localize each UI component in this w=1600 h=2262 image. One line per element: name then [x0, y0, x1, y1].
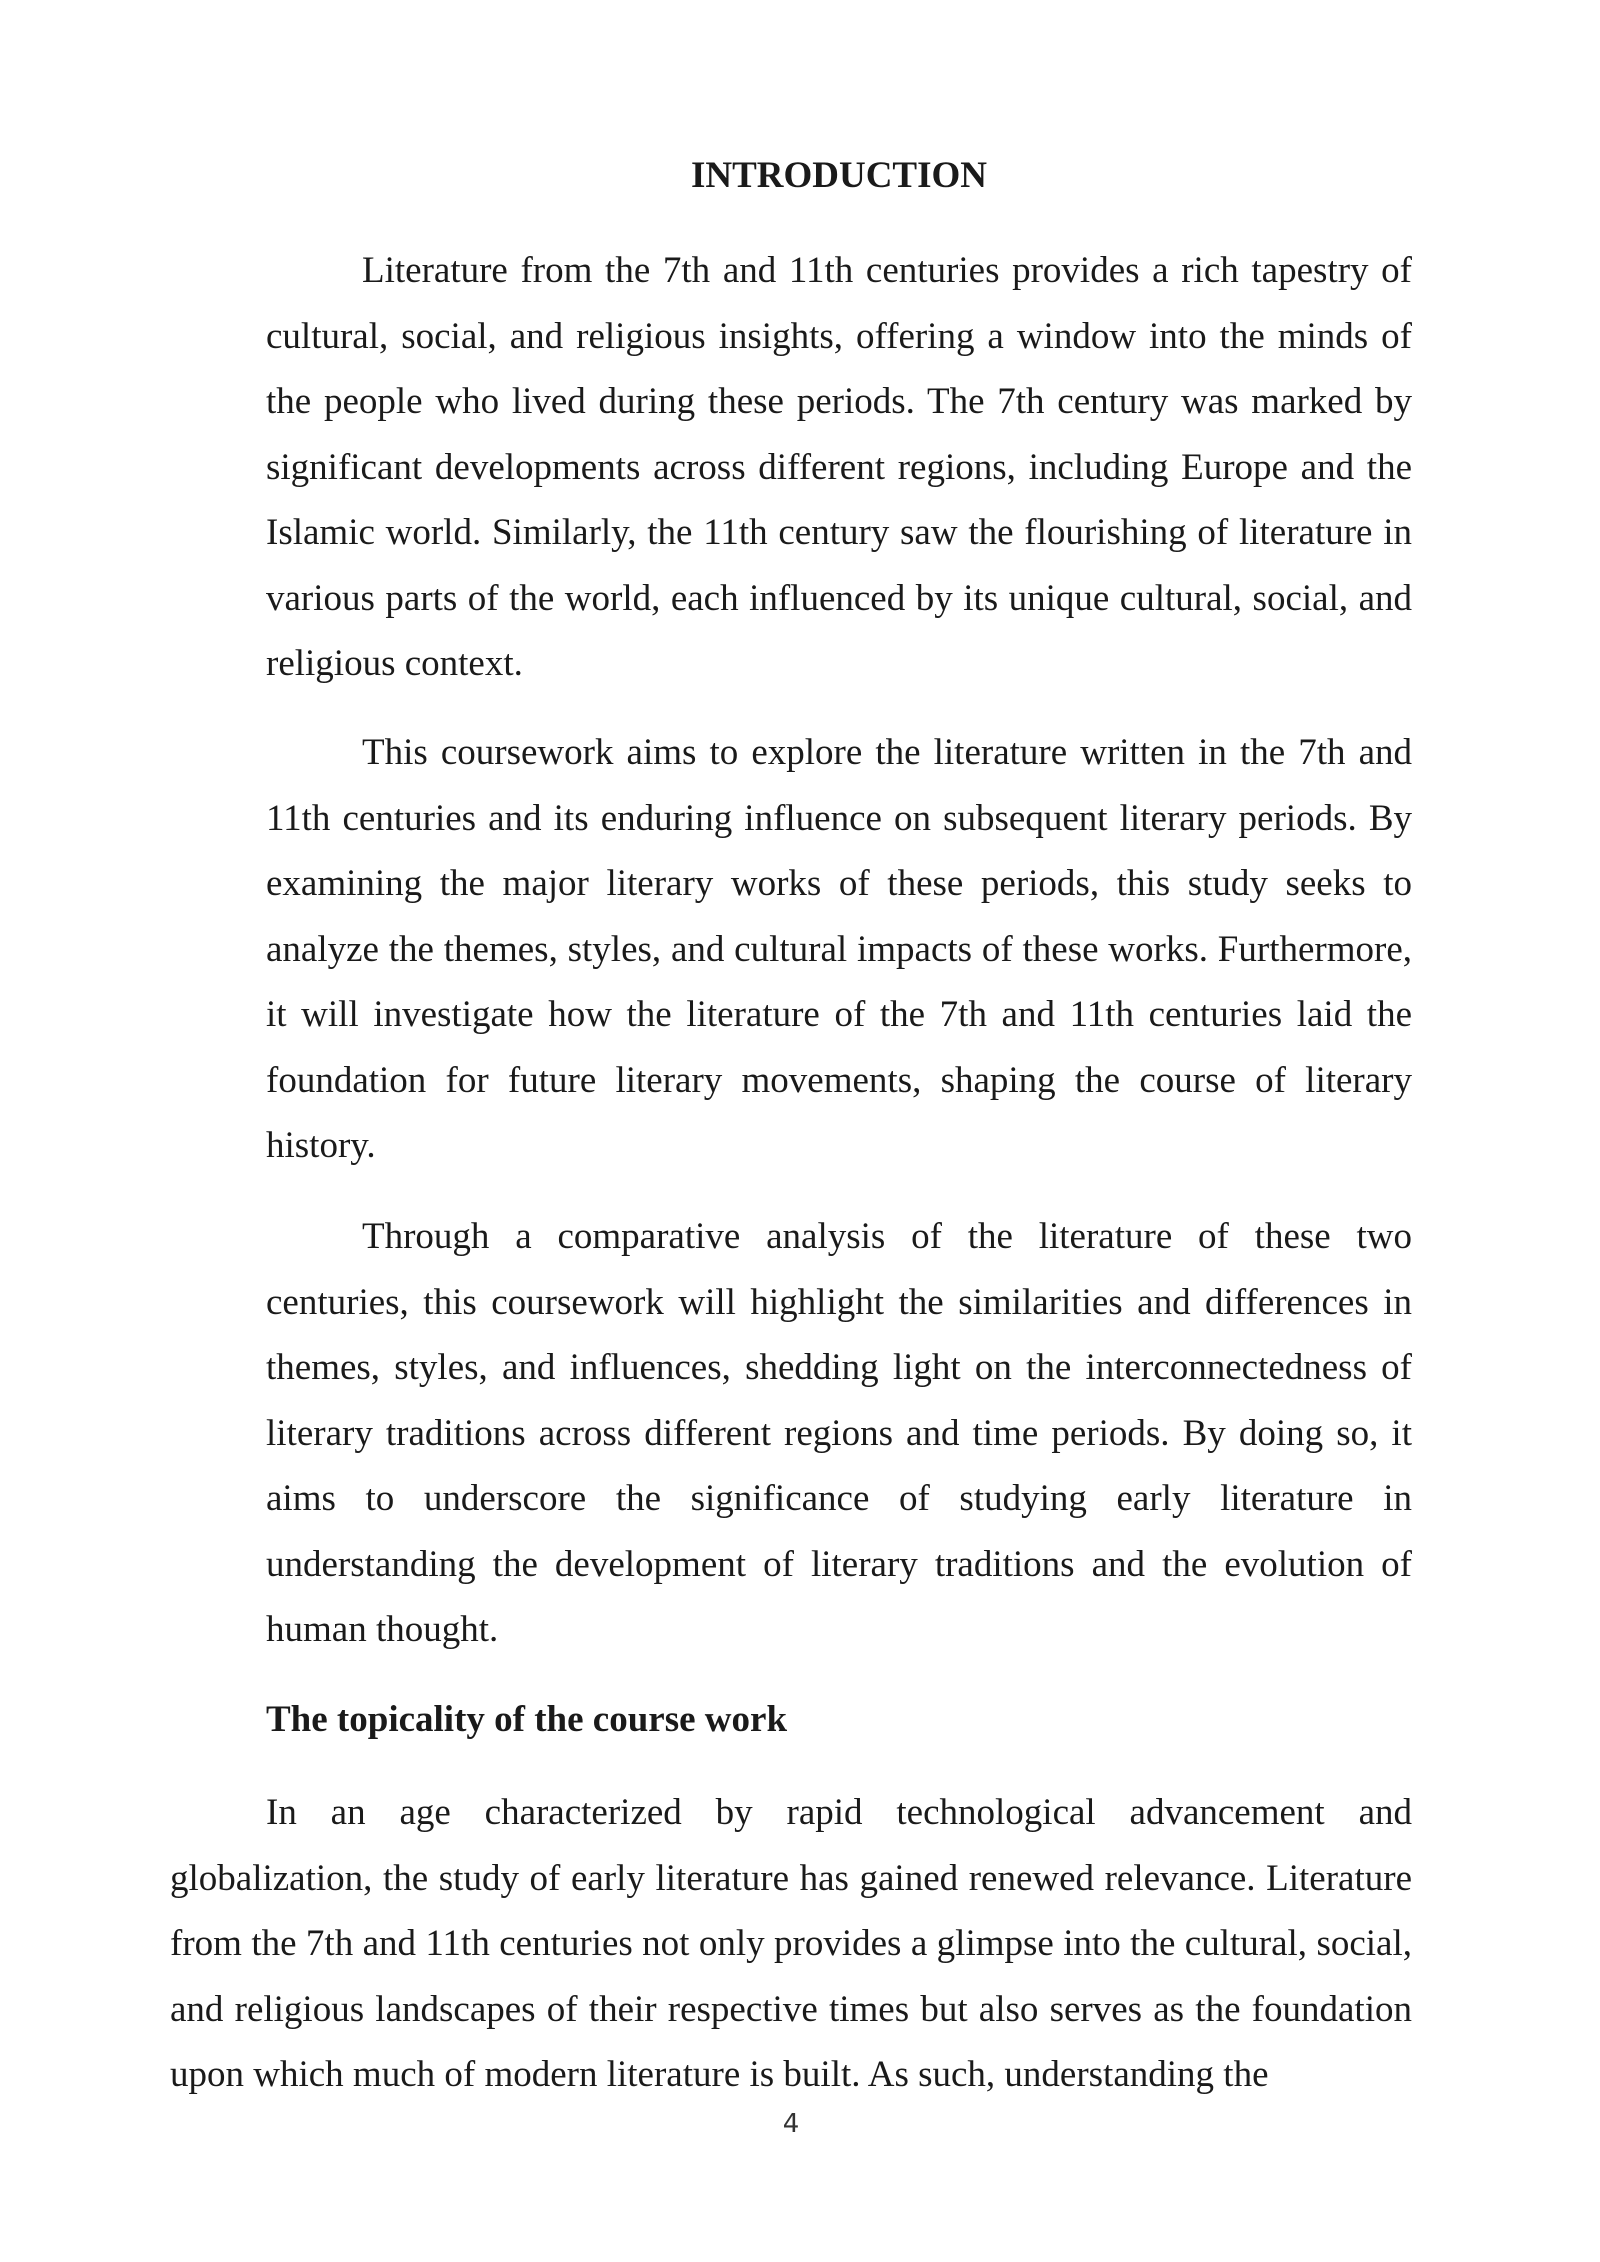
topicality-paragraph — [170, 1780, 1412, 2108]
page-number: 4 — [782, 2109, 800, 2139]
intro-paragraph-2-text: This coursework aims to explore the literature written in the 7th and 11th centuries and its enduring influence on subsequent literary periods. By examining the major literary works of these periods, this study seeks to analyze the themes, styles, and cultural impacts of these works. Furthermore, it will investigate how the literature of the 7th and 11th centuries laid the foundation for future literary movements, shaping the course of literary history. — [266, 732, 1412, 1166]
intro-paragraph-3-text: Through a comparative analysis of the literature of these two centuries, this coursework will highlight the similarities and differences in themes, styles, and influences, shedding light on the interconnectedness of literary traditions across different regions and time periods. By doing so, it aims to underscore the significance of studying early literature in understanding the development of literary traditions and the evolution of human thought. — [266, 1216, 1412, 1650]
page-title: INTRODUCTION — [690, 155, 988, 196]
intro-paragraph-3 — [266, 1204, 1412, 1663]
section-subheading: The topicality of the course work — [266, 1699, 788, 1740]
intro-paragraph-1-text: Literature from the 7th and 11th centuries provides a rich tapestry of cultural, social, and religious insights, offering a window into the minds of the people who lived during these periods. The 7th century was marked by significant developments across different regions, including Europe and the Islamic world. Similarly, the 11th century saw the flourishing of literature in various parts of the world, each influenced by its unique cultural, social, and religious context. — [266, 250, 1412, 684]
topicality-paragraph-text: In an age characterized by rapid technological advancement and globalization, the study of early literature has gained renewed relevance. Literature from the 7th and 11th centuries not only provides a glimpse into the cultural, social, and religious landscapes of their respective times but also serves as the foundation upon which much of modern literature is built. As such, understanding the — [170, 1792, 1412, 2095]
intro-paragraph-1 — [266, 238, 1412, 697]
intro-paragraph-2 — [266, 720, 1412, 1179]
